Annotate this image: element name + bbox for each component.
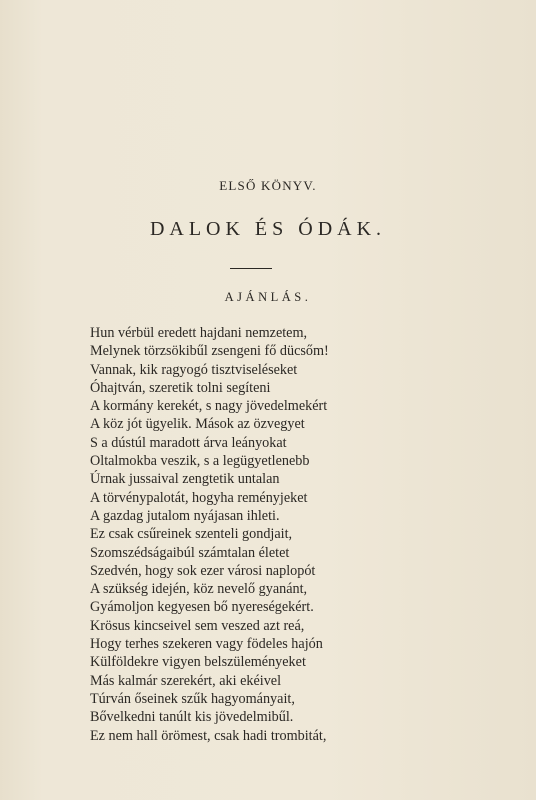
- poem-line: A szükség idején, köz nevelő gyanánt,: [90, 581, 308, 598]
- poem-body: [90, 324, 510, 745]
- book-title: ELSŐ KÖNYV.: [219, 178, 317, 193]
- poem-line: A kormány kerekét, s nagy jövedelmekért: [90, 398, 328, 415]
- poem-line: Túrván őseinek szűk hagyományait,: [90, 690, 295, 707]
- poem-line: A törvénypalotát, hogyha reményjeket: [90, 489, 308, 506]
- poem-line: S a dústúl maradott árva leányokat: [90, 434, 287, 451]
- poem-line: Külföldekre vigyen belszüleményeket: [90, 654, 306, 671]
- poem-line: A gazdag jutalom nyájasan ihleti.: [90, 507, 280, 524]
- poem-line: Más kalmár szerekért, aki ekéivel: [90, 672, 282, 689]
- poem-line: Hogy terhes szekeren vagy födeles hajón: [90, 636, 323, 653]
- poem-line: Ez nem hall örömest, csak hadi trombitát,: [90, 727, 327, 744]
- poem-line: Gyámoljon kegyesen bő nyereségekért.: [90, 599, 314, 616]
- poem-line: Úrnak jussaival zengtetik untalan: [90, 471, 280, 488]
- poem-line: Ez csak csűreinek szenteli gondjait,: [90, 526, 293, 543]
- poem-title: AJÁNLÁS.: [224, 290, 312, 304]
- poem-line: Bővelkedni tanúlt kis jövedelmibűl.: [90, 709, 294, 726]
- poem-line: A köz jót ügyelik. Mások az özvegyet: [90, 416, 305, 433]
- poem-line: Melynek törzsökibűl zsengeni fő dücsőm!: [90, 343, 329, 360]
- section-title: DALOK ÉS ÓDÁK.: [149, 218, 387, 240]
- poem-line: Krösus kincseivel sem veszed azt reá,: [90, 617, 305, 634]
- poem-line: Óhajtván, szeretik tolni segíteni: [90, 379, 271, 396]
- poem-line: Oltalmokba veszik, s a legügyetlenebb: [90, 453, 310, 470]
- poem-line: Hun vérbül eredett hajdani nemzetem,: [90, 325, 308, 341]
- poem-line: Szomszédságaibúl számtalan életet: [90, 544, 290, 561]
- poem-line: Vannak, kik ragyogó tisztviseléseket: [90, 361, 298, 378]
- divider-rule: [230, 268, 272, 269]
- poem-line: Szedvén, hogy sok ezer városi naplopót: [90, 562, 316, 579]
